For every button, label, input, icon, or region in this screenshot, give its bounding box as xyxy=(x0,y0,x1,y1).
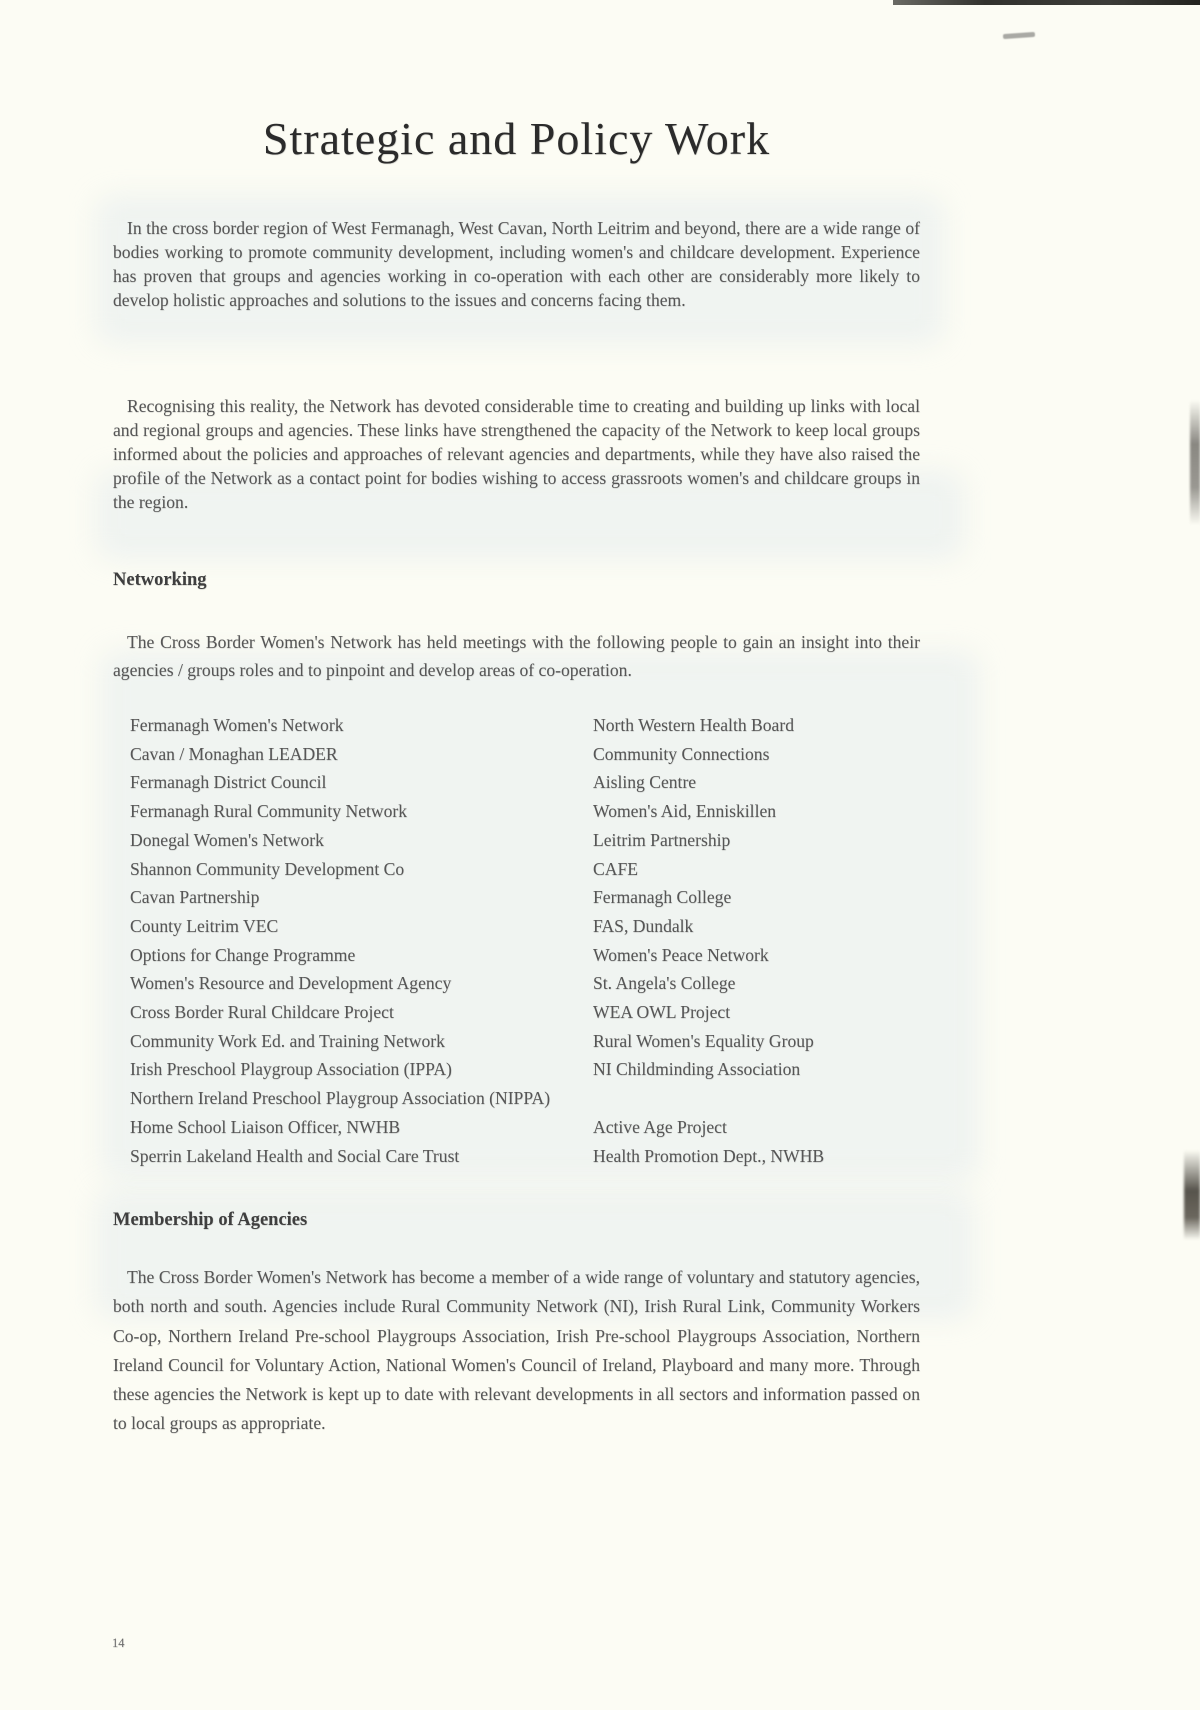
meeting-org-right: Women's Aid, Enniskillen xyxy=(593,801,777,822)
meeting-org-right: Women's Peace Network xyxy=(593,944,769,965)
meeting-org-right: NI Childminding Association xyxy=(593,1059,801,1080)
intro-paragraph-1: In the cross border region of West Fermanagh, West Cavan, North Leitrim and beyond, there are a wide range of bodies working to promote community development, including women's and childcare development. Experience has proven that groups and agencies working in co-operation with each other are considerably more likely to develop holistic approaches and solutions to the issues and concerns facing them. xyxy=(113,218,920,310)
meeting-org-left: Irish Preschool Playgroup Association (IPPA) xyxy=(130,1059,452,1080)
scan-edge-artifact xyxy=(1190,400,1200,525)
membership-heading: Membership of Agencies xyxy=(113,1210,308,1230)
meeting-row xyxy=(130,998,990,1027)
meeting-org-left: Fermanagh Women's Network xyxy=(130,715,344,735)
meeting-row xyxy=(130,826,990,855)
page-number: 14 xyxy=(112,1636,125,1650)
intro-paragraph-2: Recognising this reality, the Network has devoted considerable time to creating and building up links with local and regional groups and agencies. These links have strengthened the capacity of the Network to keep local groups informed about the policies and approaches of relevant agencies and departments, while they have also raised the profile of the Network as a contact point for bodies wishing to access grassroots women's and childcare groups in the region. xyxy=(113,396,920,512)
meeting-org-left: Fermanagh District Council xyxy=(130,772,327,793)
meeting-org-right: CAFE xyxy=(593,858,638,879)
meeting-row xyxy=(130,1113,990,1142)
meeting-row xyxy=(130,1055,990,1084)
meeting-org-right: Community Connections xyxy=(593,743,770,764)
page-title: Strategic and Policy Work xyxy=(262,113,771,164)
meeting-org-left: Women's Resource and Development Agency xyxy=(130,973,452,994)
meeting-org-right xyxy=(593,1084,990,1113)
meeting-row xyxy=(130,1084,990,1113)
meeting-org-left: Cavan Partnership xyxy=(130,887,260,908)
meeting-org-left: Sperrin Lakeland Health and Social Care Trust xyxy=(130,1145,460,1166)
meeting-org-left: Northern Ireland Preschool Playgroup Association (NIPPA) xyxy=(130,1088,551,1109)
meeting-org-left: Cross Border Rural Childcare Project xyxy=(130,1002,394,1023)
scan-mark-artifact xyxy=(1003,32,1035,39)
meeting-org-left: Donegal Women's Network xyxy=(130,829,324,850)
meeting-org-left: County Leitrim VEC xyxy=(130,915,279,936)
meeting-org-right: St. Angela's College xyxy=(593,973,736,994)
meeting-row xyxy=(130,711,990,740)
meeting-org-right: Fermanagh College xyxy=(593,887,732,908)
meeting-row xyxy=(130,855,990,884)
networking-intro-paragraph: The Cross Border Women's Network has held meetings with the following people to gain an insight into their agencies / groups roles and to pinpoint and develop areas of co-operation. xyxy=(113,632,920,680)
meeting-row xyxy=(130,1027,990,1056)
meeting-row xyxy=(130,797,990,826)
meeting-org-left: Shannon Community Development Co xyxy=(130,858,405,879)
meeting-row xyxy=(130,883,990,912)
membership-paragraph: The Cross Border Women's Network has become a member of a wide range of voluntary and statutory agencies, both north and south. Agencies include Rural Community Network (NI), Irish Rural Link, Community Workers Co-op, Northern Ireland Pre-school Playgroups Association, Irish Pre-school Playgroups Association, Northern Ireland Council for Voluntary Action, National Women's Council of Ireland, Playboard and many more. Through these agencies the Network is kept up to date with relevant developments in all sectors and information passed on to local groups as appropriate. xyxy=(113,1267,920,1434)
meeting-org-left: Home School Liaison Officer, NWHB xyxy=(130,1116,401,1137)
scan-edge-artifact xyxy=(1184,1150,1200,1240)
meeting-org-left: Options for Change Programme xyxy=(130,944,356,965)
meeting-row xyxy=(130,1142,990,1171)
meeting-row xyxy=(130,768,990,797)
meeting-org-right: Health Promotion Dept., NWHB xyxy=(593,1145,825,1166)
meeting-org-right: Aisling Centre xyxy=(593,772,697,793)
meeting-row xyxy=(130,740,990,769)
meeting-org-right: North Western Health Board xyxy=(593,715,795,735)
meeting-row xyxy=(130,969,990,998)
meeting-org-right: FAS, Dundalk xyxy=(593,915,694,936)
scan-edge-artifact xyxy=(893,0,1200,5)
meeting-org-right: Leitrim Partnership xyxy=(593,829,731,850)
meeting-org-left: Cavan / Monaghan LEADER xyxy=(130,743,338,764)
meeting-org-right: Active Age Project xyxy=(593,1116,727,1137)
meeting-org-right: WEA OWL Project xyxy=(593,1002,731,1023)
meeting-row xyxy=(130,912,990,941)
meeting-org-left: Community Work Ed. and Training Network xyxy=(130,1030,445,1051)
meeting-org-right: Rural Women's Equality Group xyxy=(593,1030,814,1051)
meeting-org-left: Fermanagh Rural Community Network xyxy=(130,801,408,822)
meetings-two-column-list xyxy=(130,711,990,1170)
networking-heading: Networking xyxy=(113,570,207,590)
meeting-row xyxy=(130,941,990,970)
